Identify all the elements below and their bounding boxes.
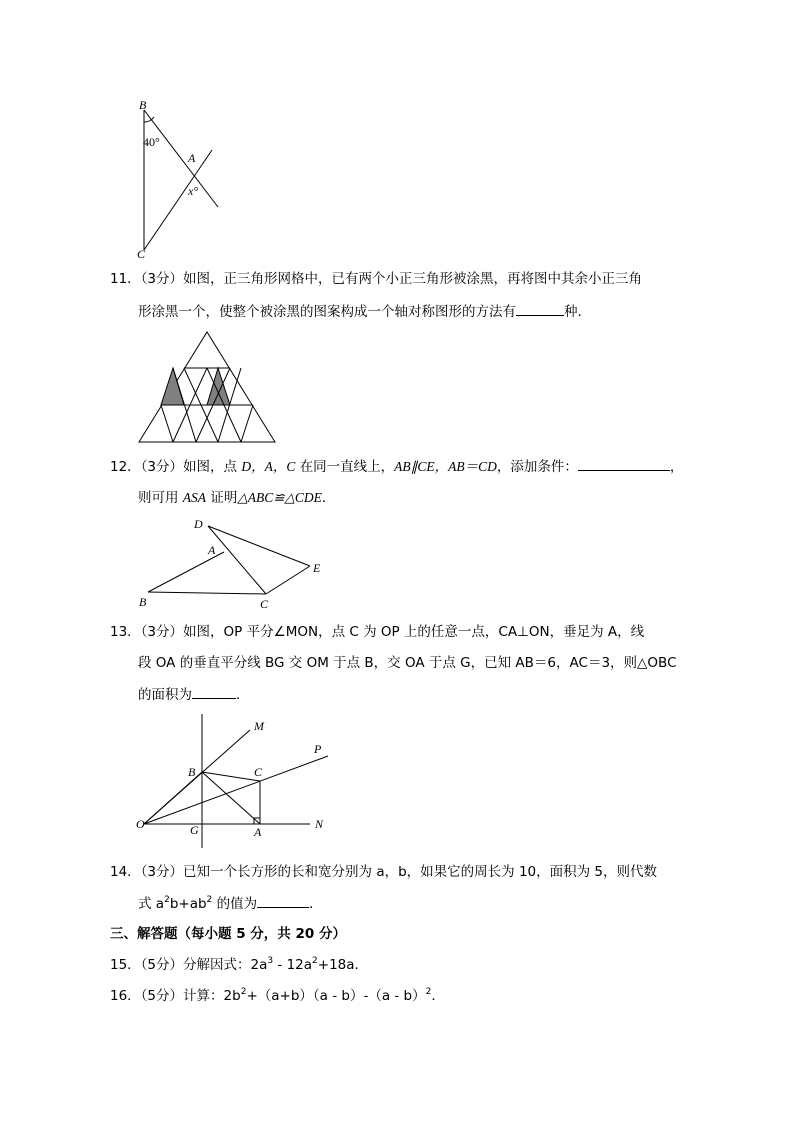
angle-x-label: x° — [188, 184, 199, 198]
label-B: B — [139, 595, 147, 609]
label-C: C — [254, 765, 263, 779]
q15-text1: 分解因式：2a — [183, 957, 268, 973]
q12-asa: ASA — [182, 490, 207, 505]
label-A: A — [208, 543, 216, 557]
q11-text2: 形涂黑一个，使整个被涂黑的图案构成一个轴对称图形的方法有 — [138, 304, 516, 320]
q12-line1 — [110, 457, 683, 476]
q13-line1 — [110, 623, 644, 641]
q15-number: 15． — [110, 957, 141, 973]
q13-answer-blank[interactable] — [192, 685, 236, 699]
q12-condition: AB∥CE，AB＝CD — [394, 459, 497, 474]
q14-answer-blank[interactable] — [257, 894, 309, 908]
q15-line — [110, 956, 368, 974]
q13-number: 13． — [110, 624, 141, 640]
label-C: C — [137, 247, 146, 261]
figure-q13 — [130, 708, 340, 858]
q14-score: （3分） — [140, 864, 184, 880]
q14-number: 14． — [110, 864, 141, 880]
label-D: D — [194, 517, 203, 531]
label-P: P — [314, 742, 322, 756]
label-B: B — [139, 98, 147, 112]
figure-q11-triangle-grid — [135, 328, 281, 446]
q13-line3 — [138, 685, 250, 704]
label-N: N — [315, 817, 324, 831]
q11-text3: 种． — [564, 304, 591, 320]
q15-text3: +18a． — [317, 957, 369, 973]
q14-text5: ． — [309, 896, 323, 912]
label-E: E — [313, 561, 321, 575]
q13-text2: 段 OA 的垂直平分线 BG 交 OM 于点 B，交 OA 于点 G，已知 AB＝6，AC＝3，则△OBC — [138, 655, 677, 671]
q16-text3: ． — [431, 988, 445, 1004]
q12-number: 12． — [110, 459, 141, 475]
label-B: B — [188, 765, 196, 779]
label-M: M — [254, 719, 264, 733]
q12-answer-blank[interactable] — [578, 457, 670, 471]
label-A: A — [188, 151, 196, 165]
label-O: O — [136, 817, 145, 831]
q11-line1 — [110, 270, 642, 288]
q15-score: （5分） — [140, 957, 184, 973]
label-A: A — [254, 825, 262, 839]
q16-text1: 计算：2b — [183, 988, 241, 1004]
q11-text1: 如图，正三角形网格中，已有两个小正三角形被涂黑，再将图中其余小正三角 — [183, 271, 643, 287]
q14-sup2: 2 — [206, 895, 213, 905]
q14-line2 — [138, 894, 323, 913]
q12-text7: ． — [321, 490, 336, 506]
q15-text2: - 12a — [273, 957, 313, 973]
q11-answer-blank[interactable] — [516, 302, 564, 316]
q12-text2: 在同一直线上， — [295, 459, 395, 475]
q12-text6: 证明 — [206, 490, 238, 506]
q16-number: 16． — [110, 988, 141, 1004]
q16-text2: +（a+b）（a - b）-（a - b） — [246, 988, 426, 1004]
q13-text1: 如图，OP 平分∠MON，点 C 为 OP 上的任意一点，CA⊥ON，垂足为 A，线 — [183, 624, 645, 640]
q16-score: （5分） — [140, 988, 184, 1004]
q12-text5: 则可用 — [138, 490, 183, 506]
q11-score: （3分） — [140, 271, 184, 287]
q14-text2: 式 a — [138, 896, 165, 912]
figure-q10 — [130, 92, 230, 264]
angle-40-label: 40° — [143, 135, 160, 149]
q14-line1 — [110, 863, 657, 881]
q13-line2 — [138, 654, 677, 672]
q14-sup1: 2 — [164, 895, 170, 905]
q12-congruence: △ABC≌△CDE — [237, 490, 322, 505]
q12-score: （3分） — [140, 459, 184, 475]
q12-line2 — [138, 489, 335, 507]
q16-line — [110, 987, 445, 1005]
section-3-heading: 三、解答题（每小题 5 分，共 20 分） — [110, 926, 346, 942]
q15-sup2: 2 — [312, 956, 318, 966]
q15-sup1: 3 — [267, 956, 274, 966]
figure-q12 — [130, 512, 330, 614]
q16-sup2: 2 — [425, 987, 432, 997]
q11-number: 11． — [110, 271, 141, 287]
q13-score: （3分） — [140, 624, 184, 640]
label-G: G — [190, 823, 199, 837]
label-C: C — [260, 597, 269, 611]
q14-text1: 已知一个长方形的长和宽分别为 a，b，如果它的周长为 10，面积为 5，则代数 — [183, 864, 658, 880]
q11-line2 — [138, 302, 591, 321]
q12-points: D，A，C — [241, 459, 296, 474]
q13-text4: ． — [236, 687, 250, 703]
q14-text4: 的值为 — [212, 896, 258, 912]
q16-sup1: 2 — [240, 987, 247, 997]
q12-text1: 如图，点 — [183, 459, 242, 475]
q13-text3: 的面积为 — [138, 687, 192, 703]
q12-text3: ，添加条件： — [496, 459, 578, 475]
q12-text4: ， — [669, 459, 684, 475]
q14-text3: b+ab — [169, 896, 207, 912]
